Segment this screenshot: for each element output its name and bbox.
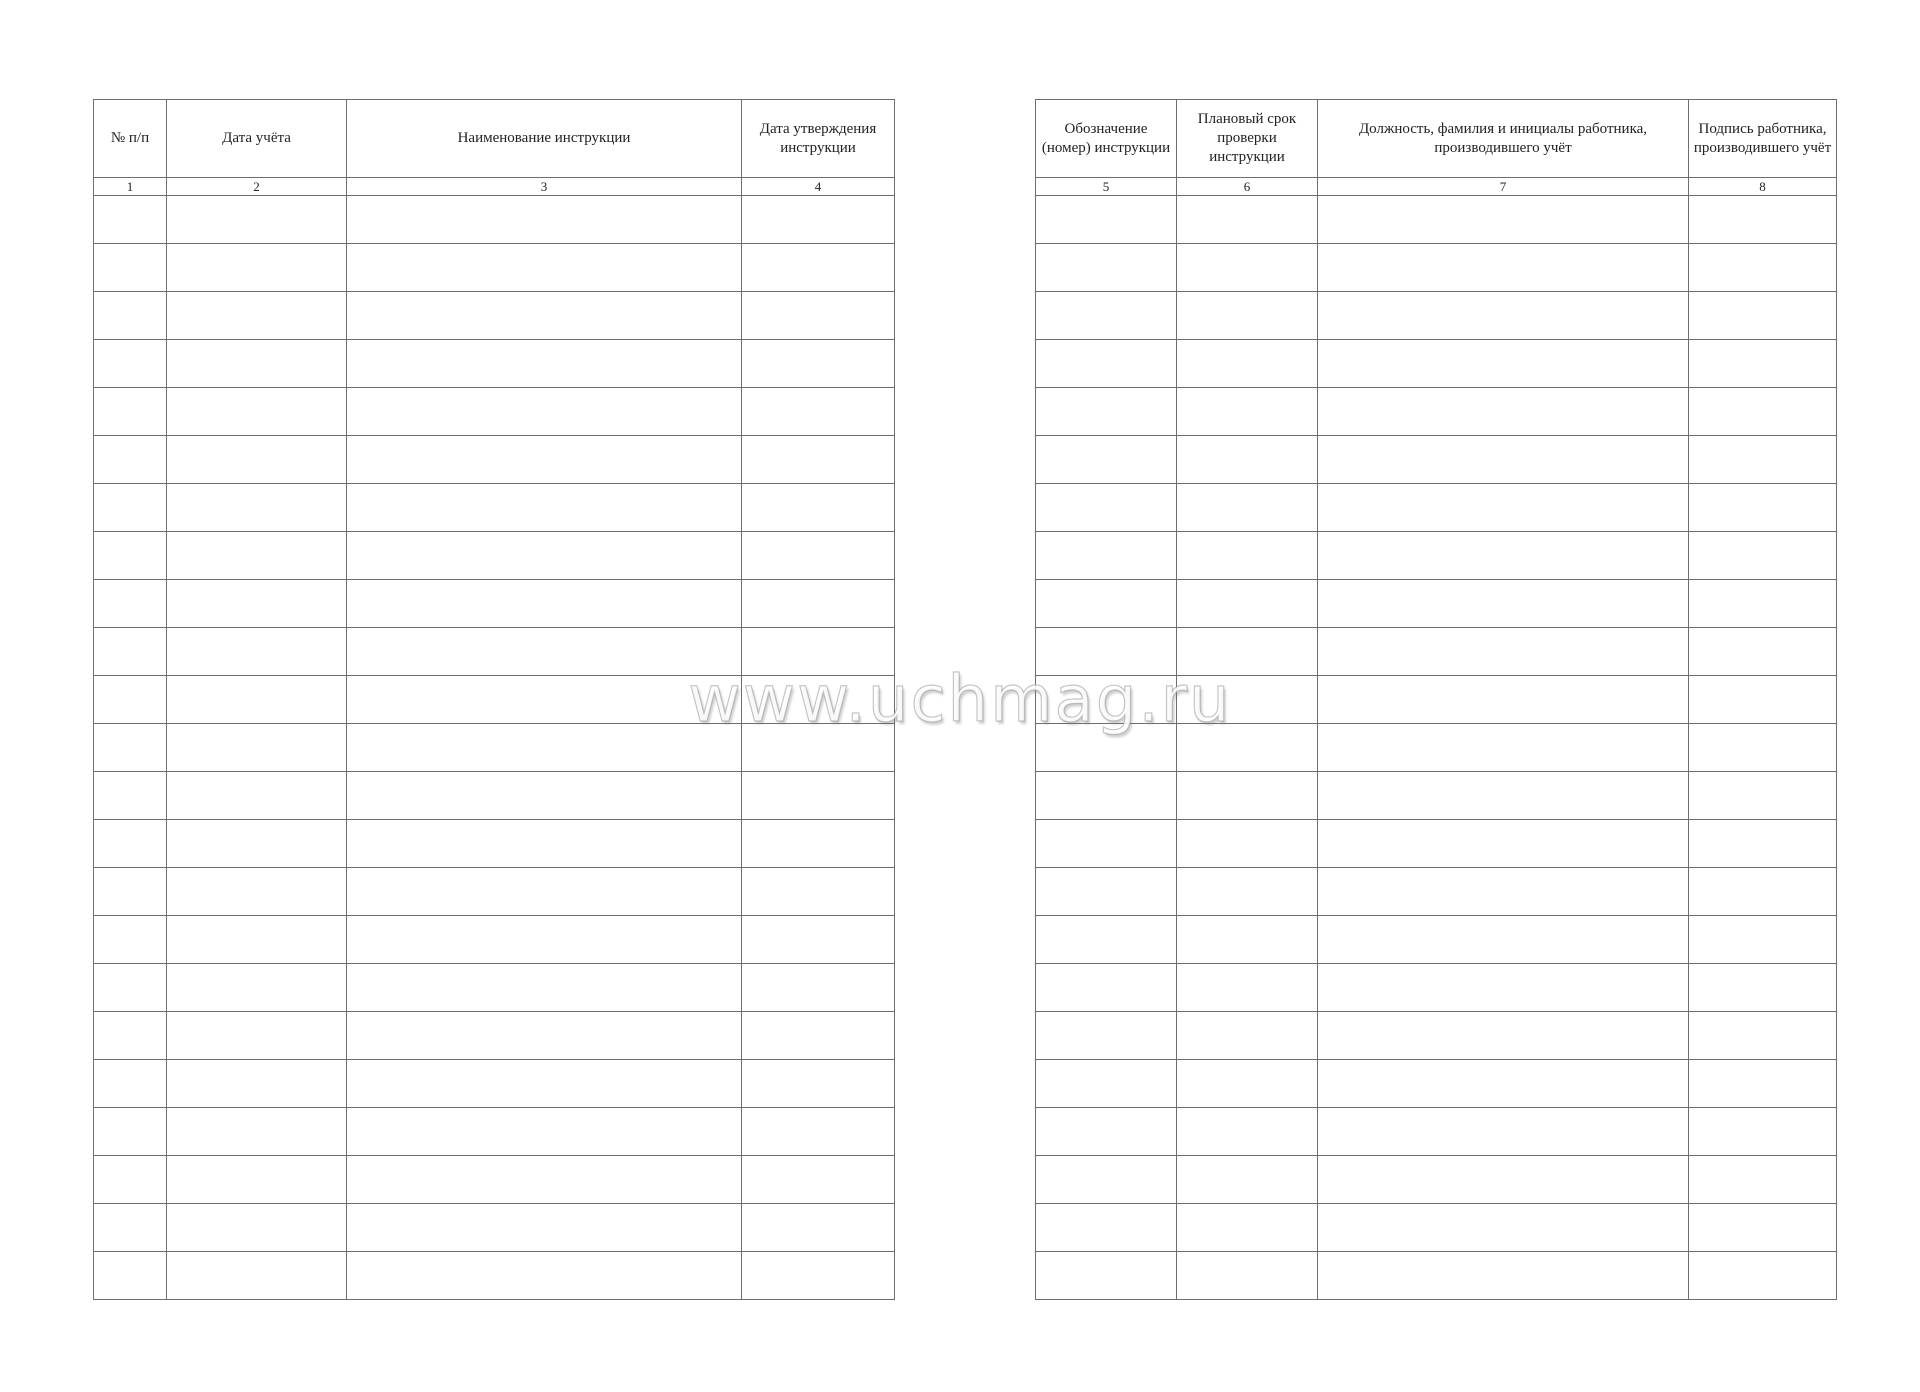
empty-cell (1318, 1108, 1689, 1156)
empty-cell (742, 244, 895, 292)
empty-cell (1689, 964, 1837, 1012)
empty-cell (1036, 916, 1177, 964)
empty-cell (1177, 340, 1318, 388)
empty-cell (742, 772, 895, 820)
empty-cell (1318, 388, 1689, 436)
empty-cell (94, 388, 167, 436)
empty-cell (1318, 244, 1689, 292)
empty-cell (1318, 676, 1689, 724)
empty-cell (347, 916, 742, 964)
empty-cell (94, 532, 167, 580)
empty-cell (1036, 244, 1177, 292)
empty-cell (347, 532, 742, 580)
empty-cell (1036, 532, 1177, 580)
empty-cell (742, 1252, 895, 1300)
empty-cell (1177, 436, 1318, 484)
empty-cell (1318, 340, 1689, 388)
empty-cell (742, 1012, 895, 1060)
empty-cell (94, 1012, 167, 1060)
table-row (94, 1252, 895, 1300)
table-row (94, 868, 895, 916)
empty-cell (1036, 1204, 1177, 1252)
empty-cell (1177, 1204, 1318, 1252)
empty-cell (1689, 676, 1837, 724)
empty-cell (1036, 292, 1177, 340)
table-row (1036, 244, 1837, 292)
empty-cell (347, 1012, 742, 1060)
empty-cell (1036, 436, 1177, 484)
empty-cell (94, 820, 167, 868)
empty-cell (1177, 1252, 1318, 1300)
empty-cell (94, 292, 167, 340)
empty-cell (347, 244, 742, 292)
empty-cell (742, 292, 895, 340)
table-row (1036, 196, 1837, 244)
empty-cell (1689, 1108, 1837, 1156)
empty-cell (1689, 820, 1837, 868)
col-number-6: 6 (1177, 178, 1318, 196)
empty-cell (167, 1204, 347, 1252)
table-row (1036, 580, 1837, 628)
empty-cell (167, 436, 347, 484)
table-row (94, 532, 895, 580)
empty-cell (1689, 628, 1837, 676)
empty-cell (1318, 820, 1689, 868)
empty-cell (167, 964, 347, 1012)
col-header-number: № п/п (94, 100, 167, 178)
empty-cell (347, 868, 742, 916)
empty-cell (347, 436, 742, 484)
col-header-approval-date: Дата утверждения инструкции (742, 100, 895, 178)
table-row (1036, 292, 1837, 340)
empty-cell (1036, 724, 1177, 772)
empty-cell (167, 340, 347, 388)
table-row (94, 244, 895, 292)
table-row (1036, 628, 1837, 676)
empty-cell (1689, 772, 1837, 820)
empty-cell (167, 772, 347, 820)
empty-cell (1689, 244, 1837, 292)
empty-cell (347, 580, 742, 628)
empty-cell (1318, 964, 1689, 1012)
table-row (1036, 676, 1837, 724)
empty-cell (742, 388, 895, 436)
empty-cell (1318, 916, 1689, 964)
empty-cell (1318, 1060, 1689, 1108)
empty-cell (1689, 484, 1837, 532)
empty-cell (1318, 196, 1689, 244)
empty-cell (1689, 532, 1837, 580)
right-journal-table (1035, 99, 1837, 1300)
empty-cell (742, 916, 895, 964)
empty-cell (1177, 772, 1318, 820)
table-row (1036, 1252, 1837, 1300)
empty-cell (167, 820, 347, 868)
empty-cell (1318, 868, 1689, 916)
table-row (94, 580, 895, 628)
empty-cell (94, 436, 167, 484)
col-header-employee-position-name: Должность, фамилия и инициалы работника, производившего учёт (1318, 100, 1689, 178)
empty-cell (1318, 1156, 1689, 1204)
table-row (1036, 1108, 1837, 1156)
empty-cell (1177, 724, 1318, 772)
empty-cell (94, 916, 167, 964)
empty-cell (167, 244, 347, 292)
table-row (94, 1156, 895, 1204)
empty-cell (742, 868, 895, 916)
empty-cell (742, 532, 895, 580)
empty-cell (94, 724, 167, 772)
empty-cell (1318, 1204, 1689, 1252)
table-row (1036, 1012, 1837, 1060)
col-header-planned-review-date: Плановый срок проверки инструкции (1177, 100, 1318, 178)
table-row (94, 772, 895, 820)
table-row (1036, 964, 1837, 1012)
empty-cell (94, 628, 167, 676)
empty-cell (1177, 580, 1318, 628)
empty-cell (1689, 1204, 1837, 1252)
empty-cell (347, 1108, 742, 1156)
empty-cell (167, 676, 347, 724)
empty-cell (347, 1204, 742, 1252)
table-row (1036, 1204, 1837, 1252)
empty-cell (1036, 340, 1177, 388)
empty-cell (347, 820, 742, 868)
table-row (94, 916, 895, 964)
empty-cell (347, 1252, 742, 1300)
empty-cell (1036, 1012, 1177, 1060)
empty-cell (1036, 820, 1177, 868)
table-row (94, 1060, 895, 1108)
empty-cell (1177, 868, 1318, 916)
empty-cell (742, 628, 895, 676)
empty-cell (1318, 1252, 1689, 1300)
table-row (1036, 772, 1837, 820)
empty-cell (167, 628, 347, 676)
empty-cell (742, 580, 895, 628)
empty-cell (167, 484, 347, 532)
empty-cell (1177, 292, 1318, 340)
table-row (94, 628, 895, 676)
empty-cell (1177, 484, 1318, 532)
empty-cell (167, 292, 347, 340)
empty-cell (347, 772, 742, 820)
table-row (1036, 724, 1837, 772)
table-row (1036, 436, 1837, 484)
empty-cell (1036, 964, 1177, 1012)
empty-cell (742, 196, 895, 244)
col-number-1: 1 (94, 178, 167, 196)
table-row (1036, 340, 1837, 388)
empty-cell (347, 196, 742, 244)
empty-cell (1036, 196, 1177, 244)
empty-cell (1036, 772, 1177, 820)
empty-cell (94, 196, 167, 244)
empty-cell (167, 580, 347, 628)
empty-cell (94, 340, 167, 388)
empty-cell (167, 916, 347, 964)
empty-cell (347, 964, 742, 1012)
right-column-number-row (1036, 178, 1837, 196)
empty-cell (347, 676, 742, 724)
left-header-row (94, 100, 895, 178)
empty-cell (1689, 1252, 1837, 1300)
empty-cell (167, 532, 347, 580)
empty-cell (1177, 676, 1318, 724)
table-row (1036, 820, 1837, 868)
empty-cell (1689, 196, 1837, 244)
table-row (94, 292, 895, 340)
empty-cell (94, 964, 167, 1012)
table-row (94, 340, 895, 388)
empty-cell (1177, 1156, 1318, 1204)
empty-cell (1036, 1108, 1177, 1156)
empty-cell (167, 1252, 347, 1300)
empty-cell (94, 676, 167, 724)
empty-cell (94, 580, 167, 628)
empty-cell (1689, 1012, 1837, 1060)
empty-cell (1318, 628, 1689, 676)
empty-cell (347, 724, 742, 772)
empty-cell (1177, 532, 1318, 580)
empty-cell (94, 868, 167, 916)
empty-cell (94, 1252, 167, 1300)
empty-cell (167, 1156, 347, 1204)
empty-cell (1036, 628, 1177, 676)
empty-cell (94, 244, 167, 292)
table-row (94, 484, 895, 532)
empty-cell (167, 724, 347, 772)
empty-cell (742, 820, 895, 868)
empty-cell (347, 1156, 742, 1204)
table-row (1036, 532, 1837, 580)
empty-cell (167, 1108, 347, 1156)
empty-cell (167, 868, 347, 916)
col-header-instruction-designation: Обозначение (номер) инструкции (1036, 100, 1177, 178)
table-row (94, 676, 895, 724)
empty-cell (742, 1156, 895, 1204)
empty-cell (742, 676, 895, 724)
col-number-2: 2 (167, 178, 347, 196)
col-header-employee-signature: Подпись работника, производившего учёт (1689, 100, 1837, 178)
empty-cell (1689, 388, 1837, 436)
empty-cell (1318, 724, 1689, 772)
empty-cell (347, 1060, 742, 1108)
empty-cell (1177, 628, 1318, 676)
empty-cell (1177, 1012, 1318, 1060)
empty-cell (347, 628, 742, 676)
empty-cell (1318, 772, 1689, 820)
empty-cell (1689, 580, 1837, 628)
table-row (94, 388, 895, 436)
empty-cell (1177, 388, 1318, 436)
table-row (94, 820, 895, 868)
left-column-number-row (94, 178, 895, 196)
empty-cell (1036, 1252, 1177, 1300)
right-table-body (1036, 196, 1837, 1300)
empty-cell (1318, 292, 1689, 340)
empty-cell (1689, 868, 1837, 916)
empty-cell (1177, 820, 1318, 868)
empty-cell (1318, 532, 1689, 580)
right-header-row (1036, 100, 1837, 178)
table-row (1036, 1060, 1837, 1108)
left-journal-table (93, 99, 895, 1300)
empty-cell (1036, 484, 1177, 532)
empty-cell (167, 388, 347, 436)
table-row (1036, 868, 1837, 916)
empty-cell (1036, 1156, 1177, 1204)
left-table-body (94, 196, 895, 1300)
empty-cell (1689, 340, 1837, 388)
empty-cell (1318, 1012, 1689, 1060)
empty-cell (94, 772, 167, 820)
empty-cell (1689, 436, 1837, 484)
empty-cell (742, 1204, 895, 1252)
empty-cell (1036, 676, 1177, 724)
watermark: www.uchmag.ru (688, 663, 1232, 737)
col-number-5: 5 (1036, 178, 1177, 196)
empty-cell (167, 1012, 347, 1060)
table-row (94, 724, 895, 772)
empty-cell (742, 964, 895, 1012)
empty-cell (94, 1156, 167, 1204)
empty-cell (742, 1060, 895, 1108)
table-row (94, 1108, 895, 1156)
empty-cell (1318, 484, 1689, 532)
empty-cell (347, 292, 742, 340)
empty-cell (347, 484, 742, 532)
empty-cell (167, 196, 347, 244)
col-number-8: 8 (1689, 178, 1837, 196)
col-number-7: 7 (1318, 178, 1689, 196)
empty-cell (1177, 244, 1318, 292)
empty-cell (167, 1060, 347, 1108)
empty-cell (1036, 868, 1177, 916)
empty-cell (94, 484, 167, 532)
table-row (94, 1012, 895, 1060)
table-row (1036, 916, 1837, 964)
col-number-4: 4 (742, 178, 895, 196)
empty-cell (742, 436, 895, 484)
table-row (1036, 484, 1837, 532)
table-row (94, 196, 895, 244)
empty-cell (742, 484, 895, 532)
empty-cell (1689, 1060, 1837, 1108)
empty-cell (94, 1108, 167, 1156)
empty-cell (1689, 292, 1837, 340)
empty-cell (1177, 916, 1318, 964)
table-row (94, 436, 895, 484)
empty-cell (1318, 580, 1689, 628)
col-number-3: 3 (347, 178, 742, 196)
empty-cell (1177, 1108, 1318, 1156)
empty-cell (1177, 1060, 1318, 1108)
empty-cell (94, 1204, 167, 1252)
empty-cell (742, 1108, 895, 1156)
empty-cell (742, 340, 895, 388)
empty-cell (94, 1060, 167, 1108)
empty-cell (1036, 580, 1177, 628)
empty-cell (1036, 1060, 1177, 1108)
empty-cell (1177, 196, 1318, 244)
empty-cell (1318, 436, 1689, 484)
empty-cell (1689, 916, 1837, 964)
table-row (94, 1204, 895, 1252)
col-header-record-date: Дата учёта (167, 100, 347, 178)
table-row (1036, 1156, 1837, 1204)
col-header-instruction-name: Наименование инструкции (347, 100, 742, 178)
empty-cell (347, 340, 742, 388)
empty-cell (1689, 724, 1837, 772)
empty-cell (1689, 1156, 1837, 1204)
empty-cell (1177, 964, 1318, 1012)
empty-cell (742, 724, 895, 772)
empty-cell (347, 388, 742, 436)
table-row (1036, 388, 1837, 436)
empty-cell (1036, 388, 1177, 436)
table-row (94, 964, 895, 1012)
